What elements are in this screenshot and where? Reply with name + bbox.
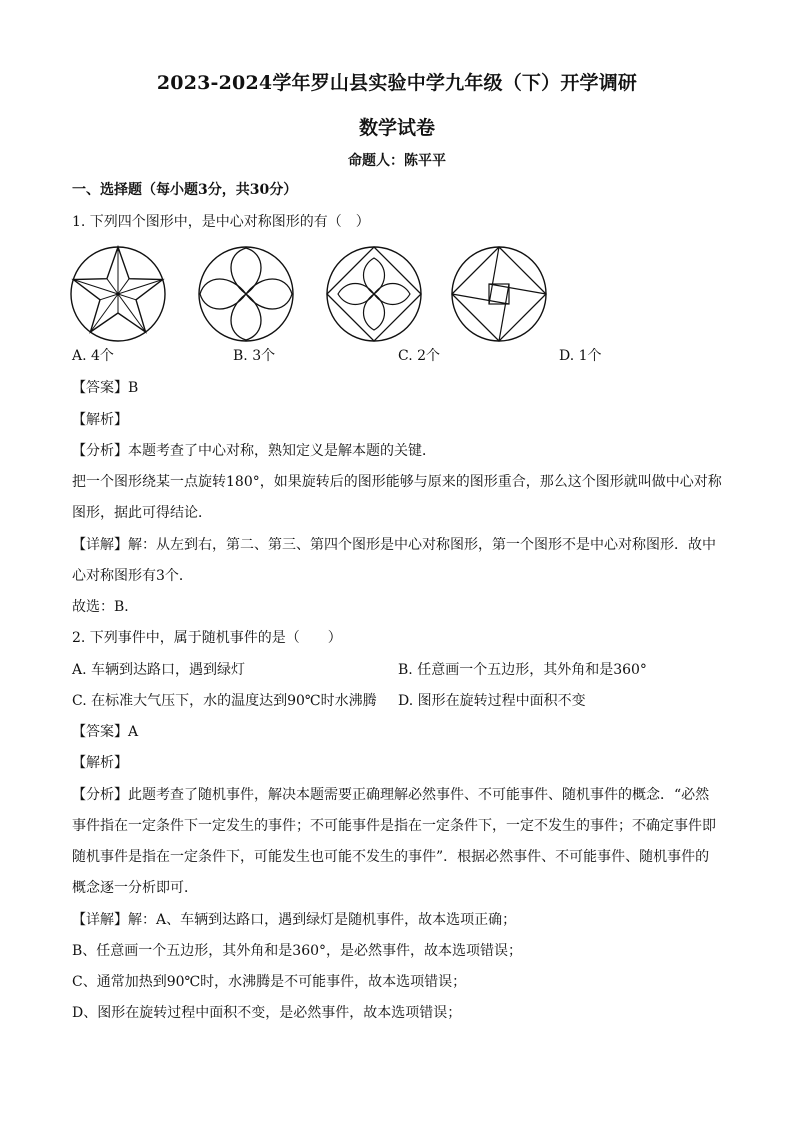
page-title: 2023-2024学年罗山县实验中学九年级（下）开学调研	[156, 72, 638, 94]
four-petal-flower-in-circle-icon	[196, 244, 296, 344]
q1-analysis-line: 图形，据此可得结论．	[72, 505, 212, 521]
q2-analysis-line: B、任意画一个五边形，其外角和是360°，是必然事件，故本选项错误；	[72, 943, 523, 959]
q2-answer: 【答案】A	[72, 724, 139, 740]
five-pointed-star-in-circle-icon	[68, 244, 168, 344]
q2-analysis-head: 【解析】	[72, 755, 128, 771]
q1-analysis-line: 心对称图形有3个．	[72, 568, 193, 584]
q2-analysis-line: 【详解】解：A、车辆到达路口，遇到绿灯是随机事件，故本选项正确；	[72, 912, 517, 928]
q2-analysis-line: 事件指在一定条件下一定发生的事件；不可能事件是指在一定条件下，一定不发生的事件；不确定事件即	[72, 818, 716, 834]
q1-analysis-line: 把一个图形绕某一点旋转180°，如果旋转后的图形能够与原来的图形重合，那么这个图形就叫做中心对称	[72, 474, 722, 490]
author-line: 命题人：陈平平	[348, 153, 446, 169]
q1-analysis-line: 【详解】解：从左到右，第二、第三、第四个图形是中心对称图形，第一个图形不是中心对称图形．故中	[72, 537, 716, 553]
q1-analysis-line: 【分析】本题考查了中心对称，熟知定义是解本题的关键．	[72, 443, 436, 459]
q1-answer: 【答案】B	[72, 380, 139, 396]
q1-figures	[68, 244, 548, 344]
q2-option-d: D. 图形在旋转过程中面积不变	[398, 693, 586, 709]
q1-analysis-head: 【解析】	[72, 412, 128, 428]
q2-analysis-line: C、通常加热到90℃时，水沸腾是不可能事件，故本选项错误；	[72, 974, 467, 990]
q2-analysis-line: D、图形在旋转过程中面积不变，是必然事件，故本选项错误；	[72, 1005, 462, 1021]
q1-stem: 1. 下列四个图形中，是中心对称图形的有（ ）	[72, 214, 370, 230]
q2-analysis-line: 【分析】此题考查了随机事件，解决本题需要正确理解必然事件、不可能事件、随机事件的概念．“必然	[72, 787, 710, 803]
q2-option-a: A. 车辆到达路口，遇到绿灯	[72, 662, 246, 678]
page-subtitle: 数学试卷	[358, 117, 435, 139]
q1-option-d: D. 1个	[559, 348, 602, 364]
q2-analysis-line: 随机事件是指在一定条件下，可能发生也可能不发生的事件”．根据必然事件、不可能事件、随机事件的	[72, 849, 710, 865]
q2-stem: 2. 下列事件中，属于随机事件的是（ ）	[72, 630, 342, 646]
section-heading: 一、选择题（每小题3分，共30分）	[72, 182, 298, 198]
q2-option-c: C. 在标准大气压下，水的温度达到90℃时水沸腾	[72, 693, 377, 709]
q2-option-b: B. 任意画一个五边形，其外角和是360°	[398, 662, 647, 678]
q1-analysis-line: 故选：B．	[72, 599, 139, 615]
q1-option-b: B. 3个	[233, 348, 276, 364]
pinwheel-square-in-circle-icon	[449, 244, 549, 344]
q1-option-a: A. 4个	[72, 348, 114, 364]
four-petal-in-square-in-circle-icon	[324, 244, 424, 344]
q2-analysis-line: 概念逐一分析即可．	[72, 880, 198, 896]
q1-option-c: C. 2个	[398, 348, 441, 364]
